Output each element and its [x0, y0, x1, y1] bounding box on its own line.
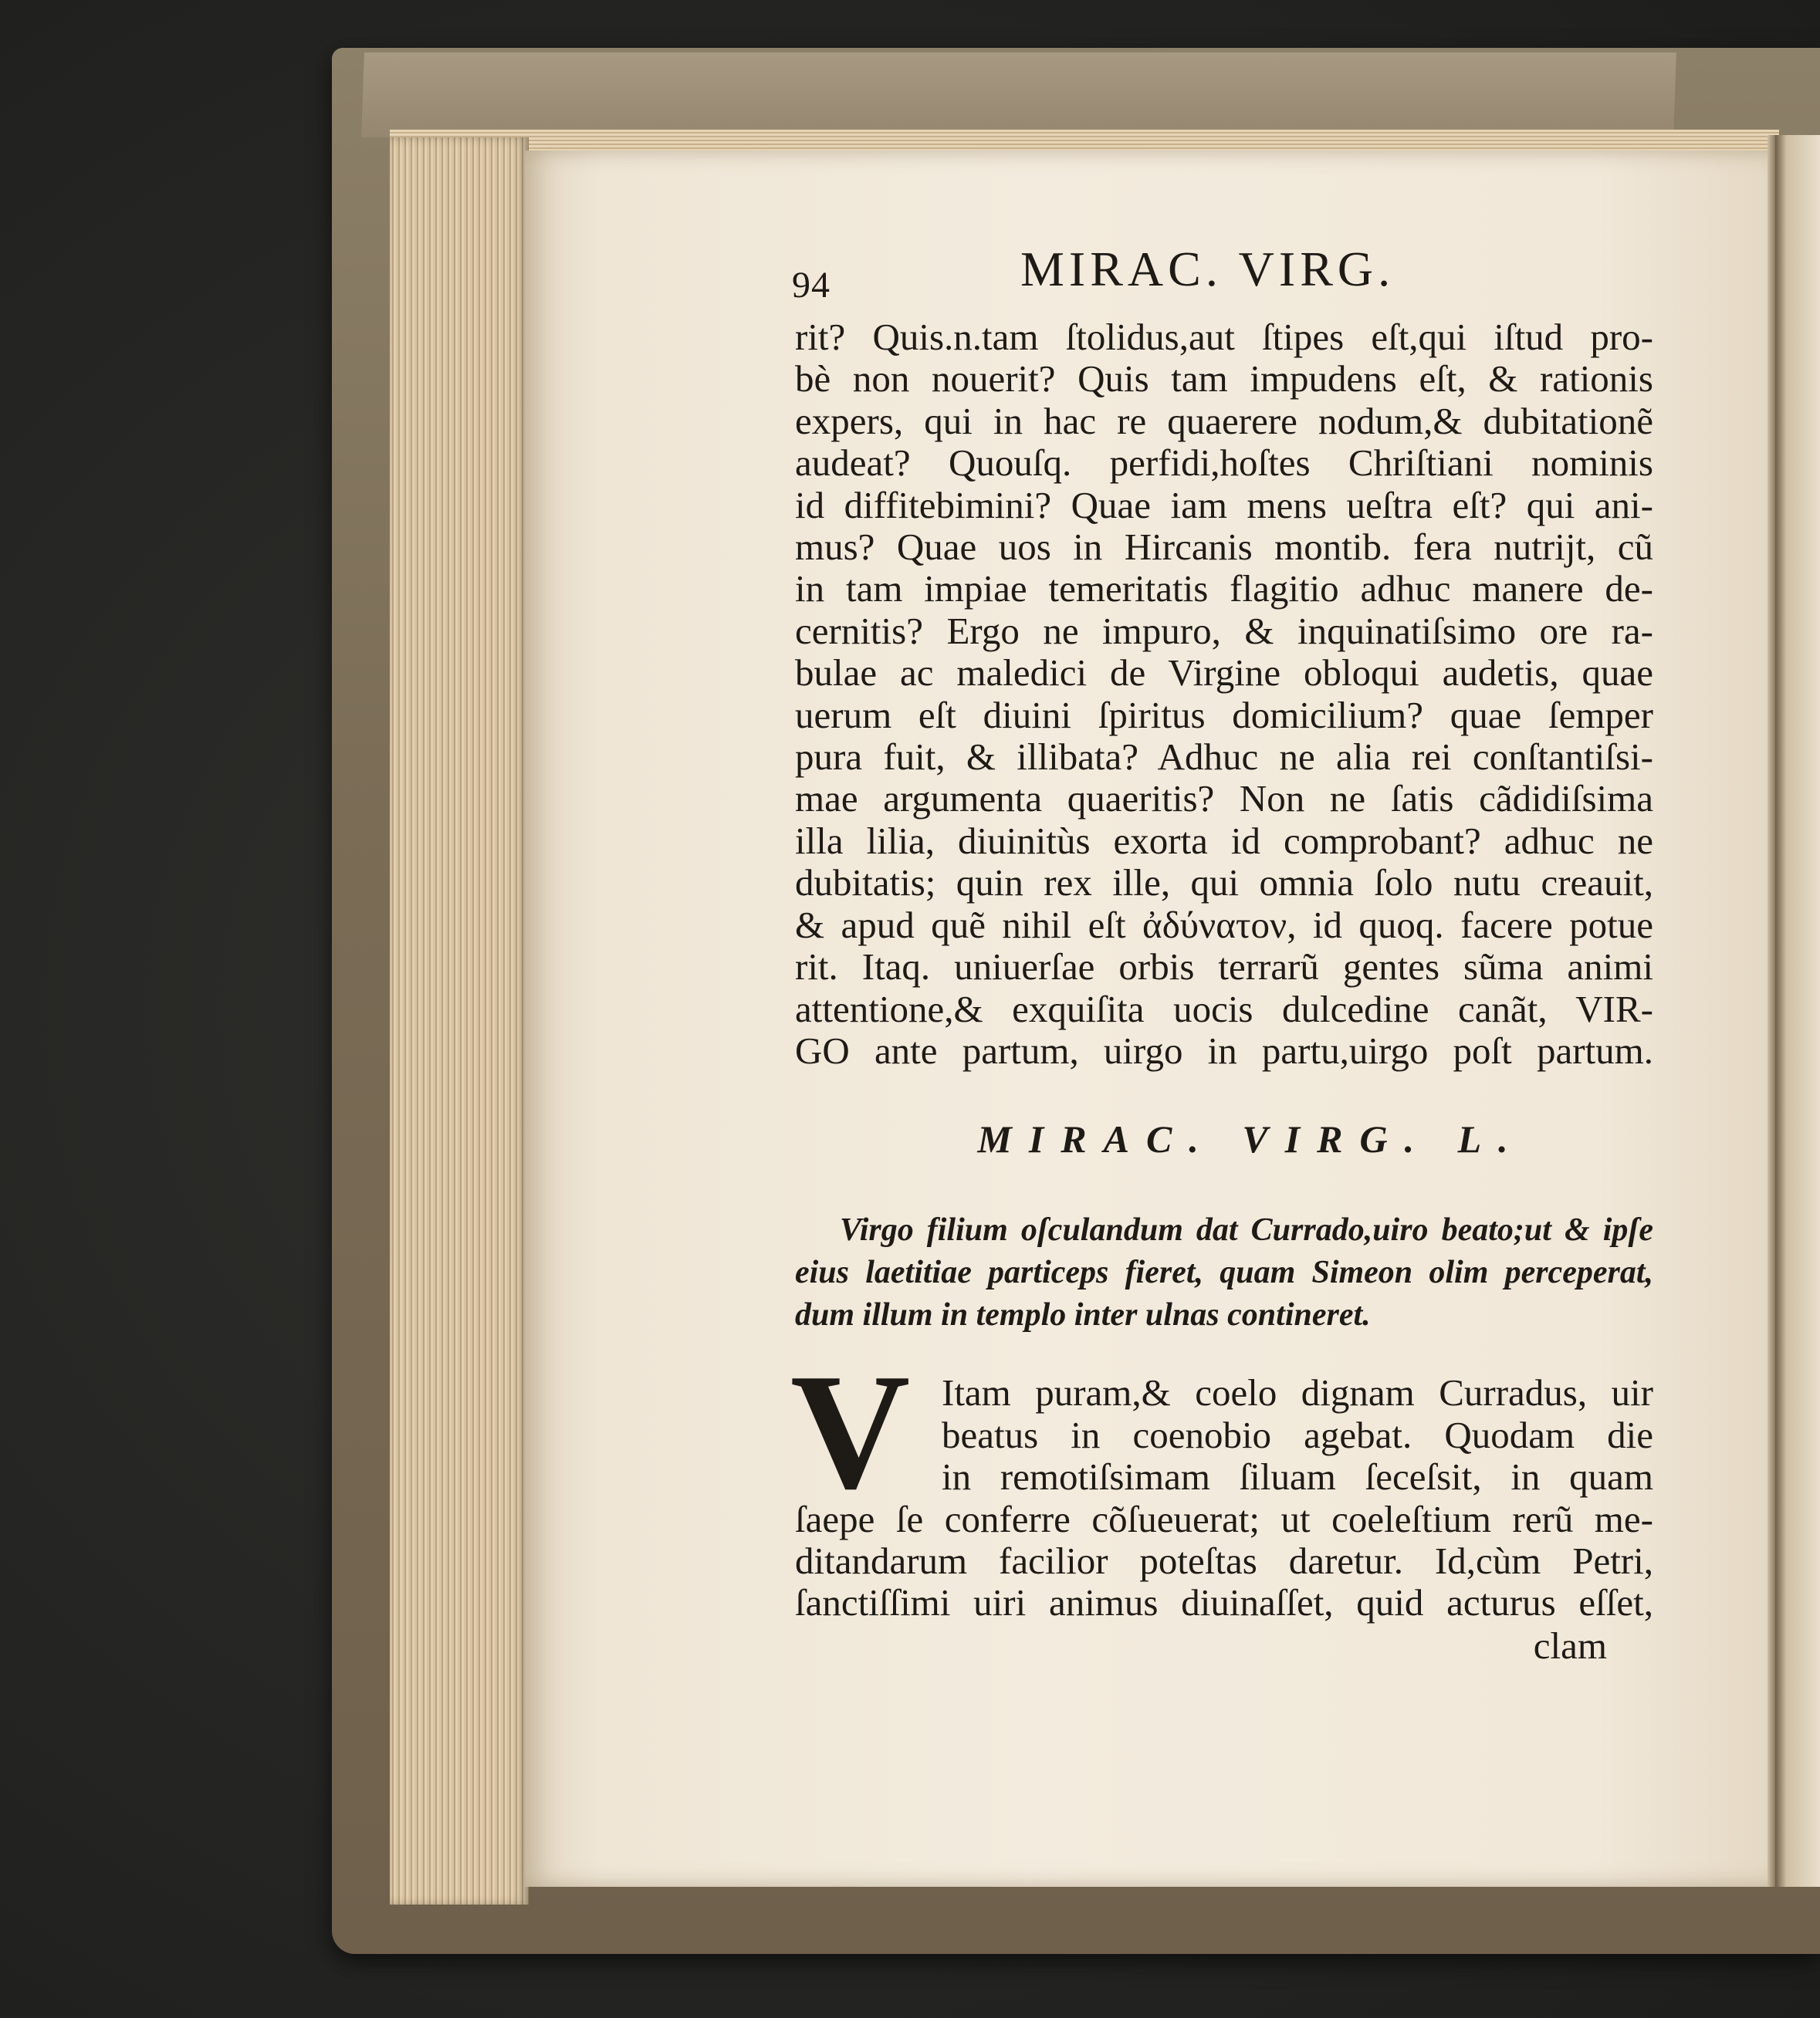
- page-header: [792, 232, 1653, 316]
- text-line: rit. Itaq. uniuerſae orbis terrarũ gentes sũma animi: [795, 945, 1653, 989]
- facing-page-sliver: [1775, 135, 1820, 1887]
- text-line: Itam puram,& coelo dignam Curradus, uir: [942, 1371, 1653, 1415]
- text-line: bè non nouerit? Quis tam impudens eſt, & rationis: [795, 357, 1653, 401]
- text-line: dubitatis; quin rex ille, qui omnia ſolo nutu creauit,: [795, 861, 1653, 904]
- text-line: illa lilia, diuinitùs exorta id comprobant? adhuc ne: [795, 819, 1653, 862]
- text-line: ſaepe ſe conferre cõſueuerat; ut coeleſtium rerũ me-: [795, 1497, 1653, 1540]
- book-cover-top-edge: [361, 52, 1676, 137]
- chapter-title: MIRAC. VIRG. L.: [977, 1117, 1525, 1161]
- chapter-body: [790, 1339, 1653, 1667]
- text-line: ſanctiſſimi uiri animus diuinaſſet, quid acturus eſſet,: [795, 1581, 1653, 1624]
- drop-cap: V: [790, 1339, 911, 1524]
- summary-line: Virgo filium oſculandum dat Currado,uiro beato;ut & ipſe: [840, 1212, 1653, 1249]
- page-text-block: [790, 232, 1653, 1668]
- text-line: expers, qui in hac re quaerere nodum,& dubitationẽ: [795, 399, 1653, 442]
- summary-line: eius laetitiae particeps fieret, quam Simeon olim perceperat,: [795, 1255, 1653, 1291]
- text-line: ditandarum facilior poteſtas daretur. Id,cùm Petri,: [795, 1539, 1653, 1582]
- text-line: in remotiſsimam ſiluam ſeceſsit, in quam: [942, 1455, 1653, 1499]
- page-edges-left: [390, 137, 529, 1905]
- summary-line: dum illum in templo inter ulnas contineret.: [795, 1297, 1371, 1334]
- page-edges-top: [390, 130, 1779, 153]
- catchword: clam: [1533, 1624, 1607, 1667]
- text-line: attentione,& exquiſita uocis dulcedine canãt, VIR-: [795, 987, 1653, 1030]
- text-line: bulae ac maledici de Virgine obloqui audetis, quae: [795, 651, 1653, 695]
- text-line: mae argumenta quaeritis? Non ne ſatis cãdidiſsima: [795, 777, 1653, 820]
- text-line: & apud quẽ nihil eſt ἀδύνατον, id quoq. facere potue: [795, 903, 1653, 946]
- text-line: mus? Quae uos in Hircanis montib. fera nutrijt, cũ: [795, 526, 1653, 569]
- text-line: audeat? Quouſq. perfidi,hoſtes Chriſtiani nominis: [795, 441, 1653, 485]
- text-line: GO ante partum, uirgo in partu,uirgo poſt partum.: [795, 1029, 1653, 1072]
- text-line: id diffitebimini? Quae iam mens ueſtra eſt? qui ani-: [795, 483, 1653, 526]
- text-line: pura fuit, & illibata? Adhuc ne alia rei conſtantiſsi-: [795, 735, 1653, 779]
- paragraph-1: [795, 316, 1653, 1072]
- text-line: in tam impiae temeritatis flagitio adhuc manere de-: [795, 567, 1653, 610]
- chapter-summary: [795, 1209, 1653, 1337]
- text-line: cernitis? Ergo ne impuro, & inquinatiſsimo ore ra-: [795, 609, 1653, 652]
- text-line: uerum eſt diuini ſpiritus domicilium? quae ſemper: [795, 693, 1653, 736]
- text-line: rit? Quis.n.tam ſtolidus,aut ſtipes eſt,qui iſtud pro-: [795, 316, 1653, 358]
- text-line: beatus in coenobio agebat. Quodam die: [942, 1413, 1653, 1456]
- page-number: 94: [792, 265, 831, 306]
- running-title: MIRAC. VIRG.: [1020, 242, 1395, 296]
